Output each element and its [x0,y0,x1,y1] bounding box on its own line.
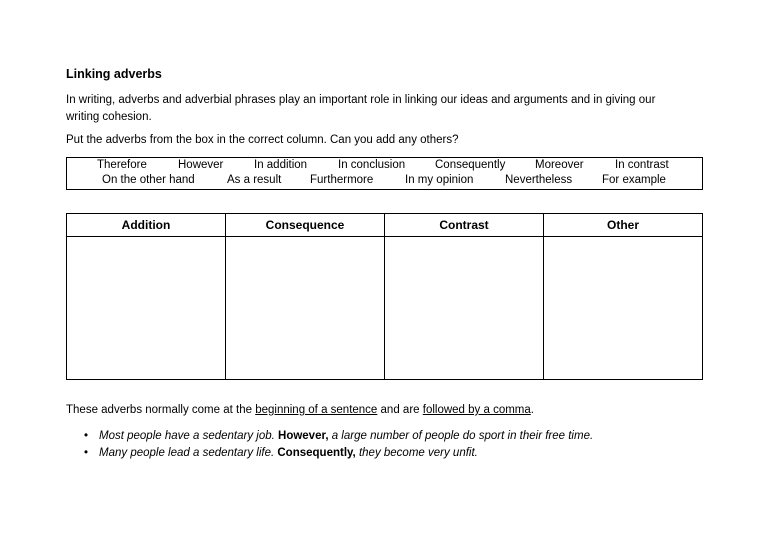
word-box-item: Furthermore [310,174,374,186]
intro-paragraph: In writing, adverbs and adverbial phrases play an important role in linking our ideas and arguments and in giving our writing cohesion. [66,94,656,123]
consequence-answer-cell[interactable] [226,237,385,380]
table-row [67,237,703,380]
example-list [84,428,593,462]
other-answer-cell[interactable] [544,237,703,380]
word-box-item: However [178,159,224,171]
addition-answer-cell[interactable] [67,237,226,380]
column-header-other: Other [544,214,703,237]
column-header-contrast: Contrast [385,214,544,237]
word-box-item: Moreover [535,159,584,171]
word-box-row-2 [67,174,702,189]
word-box-item: In addition [254,159,308,171]
sorting-table [66,213,703,380]
column-header-addition: Addition [67,214,226,237]
instruction-text: Put the adverbs from the box in the correct column. Can you add any others? [66,134,459,146]
word-box-item: Nevertheless [505,174,573,186]
usage-note: These adverbs normally come at the beginning of a sentence and are followed by a comma. [66,404,534,416]
contrast-answer-cell[interactable] [385,237,544,380]
column-header-consequence: Consequence [226,214,385,237]
word-box-item: In my opinion [405,174,474,186]
word-box-item: For example [602,174,666,186]
word-box-row-1 [67,159,702,174]
underlined-phrase: followed by a comma [422,404,531,416]
list-item: • Most people have a sedentary job. However, a large number of people do sport in their free time. [84,428,593,445]
table-header-row [67,214,703,237]
underlined-phrase: beginning of a sentence [255,404,378,416]
word-box-item: In contrast [615,159,669,171]
word-box-item: On the other hand [102,174,195,186]
page-title: Linking adverbs [66,67,162,81]
list-item: • Many people lead a sedentary life. Consequently, they become very unfit. [84,445,593,462]
word-box-item: Consequently [435,159,506,171]
word-box-item: In conclusion [338,159,406,171]
adverb-word-box [66,157,703,190]
word-box-item: As a result [227,174,282,186]
example-adverb: However, [278,430,329,442]
example-adverb: Consequently, [277,447,356,459]
word-box-item: Therefore [97,159,147,171]
